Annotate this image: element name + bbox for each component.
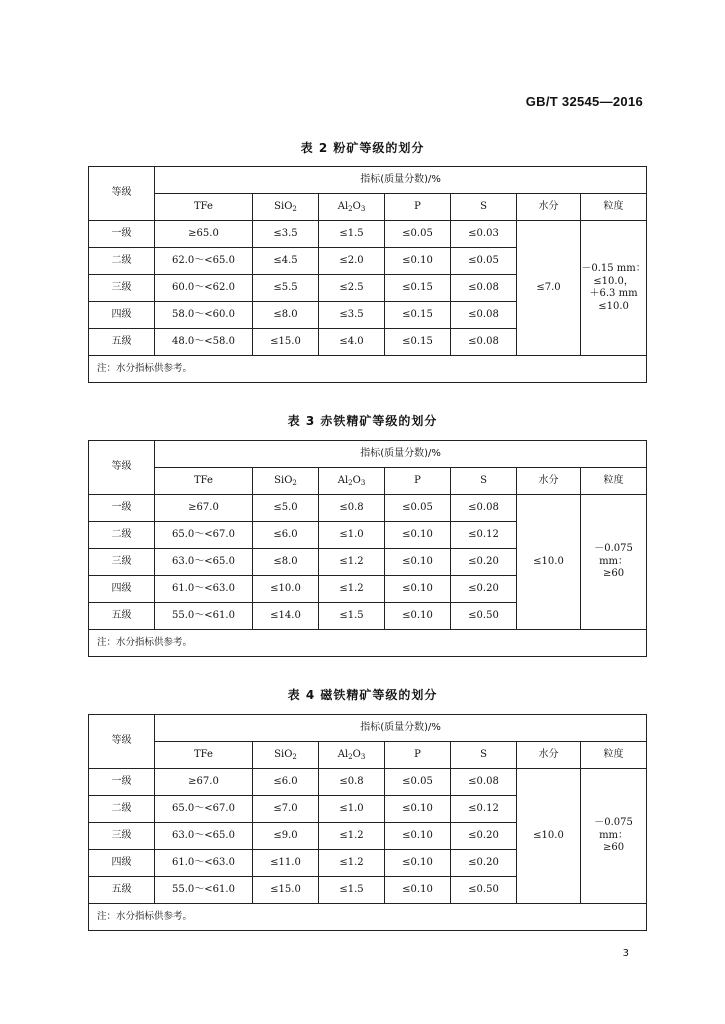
sio2-cell: ≤14.0	[253, 603, 319, 630]
p-cell: ≤0.10	[385, 850, 451, 877]
al2o3-cell: ≤1.5	[319, 603, 385, 630]
s-cell: ≤0.12	[451, 796, 517, 823]
sio2-cell: ≤3.5	[253, 221, 319, 248]
sio2-header: SiO$_2$	[253, 468, 319, 495]
tfe-cell: 65.0～<67.0	[155, 522, 253, 549]
water-header: 水分	[517, 468, 581, 495]
grade-cell: 二级	[89, 248, 155, 275]
sio2-cell: ≤9.0	[253, 823, 319, 850]
tfe-header: TFe	[155, 742, 253, 769]
s-cell: ≤0.08	[451, 495, 517, 522]
table-note: 注：水分指标供参考。	[89, 630, 647, 657]
sio2-cell: ≤5.5	[253, 275, 319, 302]
p-cell: ≤0.10	[385, 877, 451, 904]
s-cell: ≤0.03	[451, 221, 517, 248]
p-cell: ≤0.10	[385, 549, 451, 576]
s-header: S	[451, 468, 517, 495]
grade-header: 等级	[89, 441, 155, 495]
sio2-cell: ≤5.0	[253, 495, 319, 522]
p-cell: ≤0.05	[385, 221, 451, 248]
al2o3-cell: ≤1.5	[319, 877, 385, 904]
s-cell: ≤0.50	[451, 877, 517, 904]
al2o3-cell: ≤3.5	[319, 302, 385, 329]
al2o3-cell: ≤2.5	[319, 275, 385, 302]
size-cell: －0.075 mm： ≥60	[581, 495, 647, 630]
table-note: 注：水分指标供参考。	[89, 904, 647, 931]
water-cell: ≤10.0	[517, 495, 581, 630]
sio2-header: SiO$_2$	[253, 194, 319, 221]
sio2-cell: ≤15.0	[253, 329, 319, 356]
table-subheader-row	[89, 742, 647, 769]
grade-cell: 三级	[89, 275, 155, 302]
table-note: 注：水分指标供参考。	[89, 356, 647, 383]
sio2-cell: ≤7.0	[253, 796, 319, 823]
s-header: S	[451, 194, 517, 221]
tfe-header: TFe	[155, 468, 253, 495]
tfe-cell: ≥65.0	[155, 221, 253, 248]
tfe-cell: 62.0～<65.0	[155, 248, 253, 275]
p-cell: ≤0.10	[385, 248, 451, 275]
al2o3-cell: ≤4.0	[319, 329, 385, 356]
tfe-cell: ≥67.0	[155, 769, 253, 796]
indicator-header: 指标(质量分数)/%	[155, 441, 647, 468]
al2o3-header: $Al_2O_3$	[319, 742, 385, 769]
grade-cell: 五级	[89, 603, 155, 630]
sio2-cell: ≤15.0	[253, 877, 319, 904]
p-cell: ≤0.15	[385, 329, 451, 356]
table-note-row	[89, 630, 647, 657]
s-cell: ≤0.08	[451, 275, 517, 302]
grade-cell: 二级	[89, 522, 155, 549]
sio2-header: SiO$_2$	[253, 742, 319, 769]
s-cell: ≤0.20	[451, 823, 517, 850]
al2o3-cell: ≤1.0	[319, 796, 385, 823]
size-cell: －0.15 mm： ≤10.0， ＋6.3 mm ≤10.0	[581, 221, 647, 356]
grade-cell: 一级	[89, 221, 155, 248]
grade-header: 等级	[89, 715, 155, 769]
al2o3-cell: ≤1.2	[319, 850, 385, 877]
p-header: P	[385, 742, 451, 769]
grade-cell: 二级	[89, 796, 155, 823]
grade-cell: 四级	[89, 850, 155, 877]
grade-cell: 一级	[89, 769, 155, 796]
table-subheader-row	[89, 194, 647, 221]
table-header-row	[89, 167, 647, 194]
tfe-cell: 60.0～<62.0	[155, 275, 253, 302]
p-cell: ≤0.10	[385, 603, 451, 630]
table-2-title: 表 2 粉矿等级的划分	[300, 141, 425, 155]
tfe-cell: 65.0～<67.0	[155, 796, 253, 823]
table-row	[89, 495, 647, 522]
sio2-cell: ≤11.0	[253, 850, 319, 877]
al2o3-cell: ≤0.8	[319, 769, 385, 796]
al2o3-header: $Al_2O_3$	[319, 194, 385, 221]
s-cell: ≤0.05	[451, 248, 517, 275]
s-cell: ≤0.20	[451, 549, 517, 576]
s-cell: ≤0.08	[451, 769, 517, 796]
table-row	[89, 769, 647, 796]
p-cell: ≤0.05	[385, 769, 451, 796]
al2o3-cell: ≤1.5	[319, 221, 385, 248]
p-header: P	[385, 194, 451, 221]
al2o3-cell: ≤2.0	[319, 248, 385, 275]
table-header-row	[89, 715, 647, 742]
p-cell: ≤0.10	[385, 823, 451, 850]
al2o3-cell: ≤1.2	[319, 549, 385, 576]
table-note-row	[89, 356, 647, 383]
size-header: 粒度	[581, 194, 647, 221]
tfe-cell: 63.0～<65.0	[155, 549, 253, 576]
grade-cell: 三级	[89, 823, 155, 850]
sio2-cell: ≤6.0	[253, 522, 319, 549]
tfe-cell: 61.0～<63.0	[155, 850, 253, 877]
page-number: 3	[622, 948, 629, 959]
sio2-cell: ≤8.0	[253, 549, 319, 576]
table-3	[88, 440, 647, 657]
size-header: 粒度	[581, 468, 647, 495]
sio2-cell: ≤6.0	[253, 769, 319, 796]
tfe-header: TFe	[155, 194, 253, 221]
sio2-cell: ≤4.5	[253, 248, 319, 275]
al2o3-cell: ≤1.2	[319, 576, 385, 603]
p-cell: ≤0.10	[385, 522, 451, 549]
s-cell: ≤0.20	[451, 850, 517, 877]
grade-header: 等级	[89, 167, 155, 221]
grade-cell: 四级	[89, 302, 155, 329]
p-cell: ≤0.10	[385, 796, 451, 823]
p-cell: ≤0.15	[385, 302, 451, 329]
tfe-cell: 61.0～<63.0	[155, 576, 253, 603]
grade-cell: 五级	[89, 877, 155, 904]
p-cell: ≤0.05	[385, 495, 451, 522]
sio2-cell: ≤10.0	[253, 576, 319, 603]
size-cell: －0.075 mm： ≥60	[581, 769, 647, 904]
tfe-cell: 58.0～<60.0	[155, 302, 253, 329]
al2o3-cell: ≤0.8	[319, 495, 385, 522]
water-cell: ≤10.0	[517, 769, 581, 904]
indicator-header: 指标(质量分数)/%	[155, 715, 647, 742]
table-4	[88, 714, 647, 931]
tfe-cell: 55.0～<61.0	[155, 877, 253, 904]
s-cell: ≤0.12	[451, 522, 517, 549]
standard-number: GB/T 32545—2016	[525, 94, 643, 109]
water-header: 水分	[517, 742, 581, 769]
grade-cell: 四级	[89, 576, 155, 603]
sio2-cell: ≤8.0	[253, 302, 319, 329]
table-header-row	[89, 441, 647, 468]
s-cell: ≤0.20	[451, 576, 517, 603]
al2o3-header: $Al_2O_3$	[319, 468, 385, 495]
table-2	[88, 166, 647, 383]
table-4-title: 表 4 磁铁精矿等级的划分	[287, 688, 438, 702]
tfe-cell: 55.0～<61.0	[155, 603, 253, 630]
grade-cell: 一级	[89, 495, 155, 522]
grade-cell: 三级	[89, 549, 155, 576]
water-header: 水分	[517, 194, 581, 221]
p-cell: ≤0.15	[385, 275, 451, 302]
tfe-cell: 63.0～<65.0	[155, 823, 253, 850]
al2o3-cell: ≤1.0	[319, 522, 385, 549]
table-3-title: 表 3 赤铁精矿等级的划分	[287, 414, 438, 428]
table-note-row	[89, 904, 647, 931]
s-cell: ≤0.50	[451, 603, 517, 630]
tfe-cell: 48.0～<58.0	[155, 329, 253, 356]
size-header: 粒度	[581, 742, 647, 769]
table-subheader-row	[89, 468, 647, 495]
al2o3-cell: ≤1.2	[319, 823, 385, 850]
s-cell: ≤0.08	[451, 329, 517, 356]
indicator-header: 指标(质量分数)/%	[155, 167, 647, 194]
table-row	[89, 221, 647, 248]
water-cell: ≤7.0	[517, 221, 581, 356]
tfe-cell: ≥67.0	[155, 495, 253, 522]
grade-cell: 五级	[89, 329, 155, 356]
p-header: P	[385, 468, 451, 495]
p-cell: ≤0.10	[385, 576, 451, 603]
s-header: S	[451, 742, 517, 769]
s-cell: ≤0.08	[451, 302, 517, 329]
